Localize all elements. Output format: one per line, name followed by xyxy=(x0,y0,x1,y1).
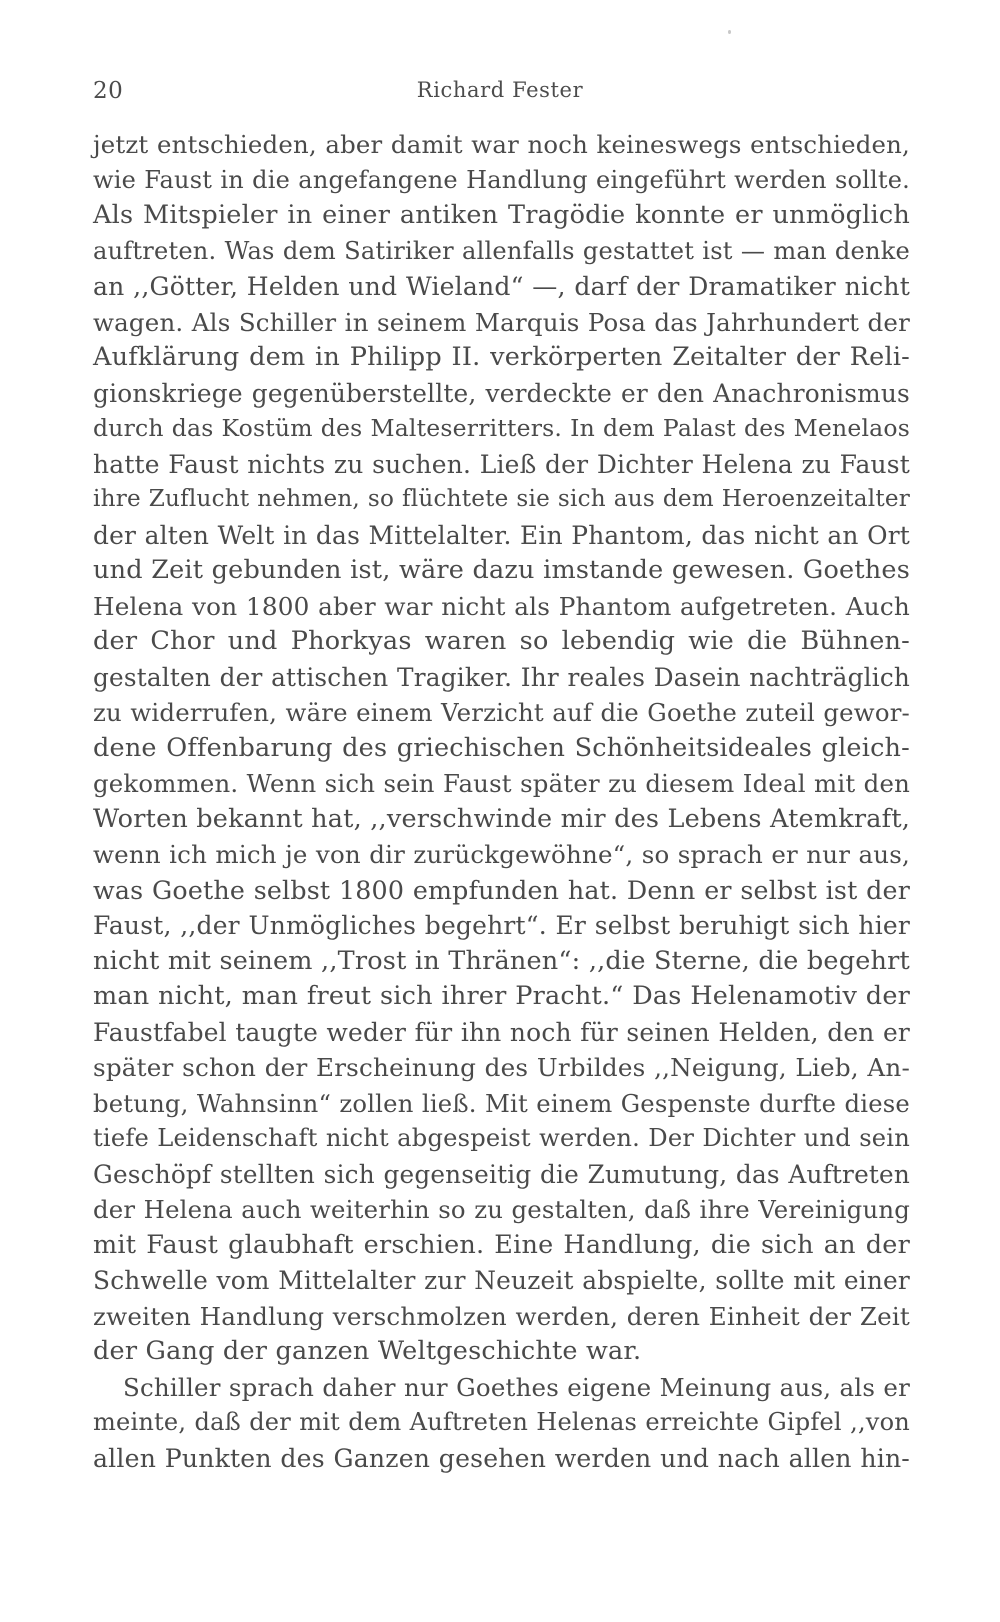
text-line: Aufklärung dem in Philipp II. verkörperten Zeitalter der Reli- xyxy=(93,342,910,372)
text-line: nicht mit seinem ,,Trost in Thränen“: ,,die Sterne, die begehrt xyxy=(93,945,910,976)
text-line: was Goethe selbst 1800 empfunden hat. Denn er selbst ist der xyxy=(93,875,910,905)
paragraph-1 xyxy=(93,127,910,1370)
text-line: dene Offenbarung des griechischen Schönheitsideales gleich- xyxy=(93,732,910,763)
text-line: der Chor und Phorkyas waren so lebendig wie die Bühnen- xyxy=(93,626,910,656)
text-line: Als Mitspieler in einer antiken Tragödie konnte er unmöglich xyxy=(93,200,910,230)
text-line: der Helena auch weiterhin so zu gestalten, daß ihre Vereinigung xyxy=(93,1195,910,1224)
text-line: Faust, ,,der Unmögliches begehrt“. Er selbst beruhigt sich hier xyxy=(93,911,910,940)
text-line: mit Faust glaubhaft erschien. Eine Handlung, die sich an der xyxy=(93,1229,910,1260)
text-line: und Zeit gebunden ist, wäre dazu imstande gewesen. Goethes xyxy=(93,555,910,585)
text-line: Schiller sprach daher nur Goethes eigene Meinung aus, als er xyxy=(123,1372,910,1402)
text-line: wenn ich mich je von dir zurückgewöhne“, so sprach er nur aus, xyxy=(93,840,910,869)
text-line: jetzt entschieden, aber damit war noch keineswegs entschieden, xyxy=(93,130,910,159)
page-number: 20 xyxy=(93,78,124,104)
text-line: wagen. Als Schiller in seinem Marquis Posa das Jahrhundert der xyxy=(93,307,910,337)
text-line: der alten Welt in das Mittelalter. Ein Phantom, das nicht an Ort xyxy=(93,520,910,550)
text-line: Schwelle vom Mittelalter zur Neuzeit abspielte, sollte mit einer xyxy=(93,1266,910,1295)
text-line: allen Punkten des Ganzen gesehen werden und nach allen hin- xyxy=(93,1443,910,1473)
body-text xyxy=(93,127,910,1476)
text-line: zweiten Handlung verschmolzen werden, deren Einheit der Zeit xyxy=(93,1301,910,1331)
text-line: später schon der Erscheinung des Urbildes ,,Neigung, Lieb, An- xyxy=(93,1053,910,1082)
text-line: an ,,Götter, Helden und Wieland“ —, darf der Dramatiker nicht xyxy=(93,272,910,301)
text-line: hatte Faust nichts zu suchen. Ließ der Dichter Helena zu Faust xyxy=(93,449,910,479)
print-speck xyxy=(728,30,731,34)
text-line: gestalten der attischen Tragiker. Ihr reales Dasein nachträglich xyxy=(93,662,910,692)
text-line: gekommen. Wenn sich sein Faust später zu diesem Ideal mit den xyxy=(93,769,910,798)
text-line: ihre Zuflucht nehmen, so flüchtete sie sich aus dem Heroenzeitalter xyxy=(93,486,910,512)
text-line: zu widerrufen, wäre einem Verzicht auf die Goethe zuteil gewor- xyxy=(93,698,910,727)
text-line: betung, Wahnsinn“ zollen ließ. Mit einem Gespenste durfte diese xyxy=(93,1088,910,1118)
text-line: gionskriege gegenüberstellte, verdeckte er den Anachronismus xyxy=(93,378,910,408)
text-line: der Gang der ganzen Weltgeschichte war. xyxy=(93,1336,642,1366)
paragraph-2 xyxy=(93,1370,910,1477)
text-line: Worten bekannt hat, ,,verschwinde mir des Lebens Atemkraft, xyxy=(93,803,911,834)
running-head: Richard Fester xyxy=(416,78,584,102)
text-line: meinte, daß der mit dem Auftreten Helenas erreichte Gipfel ,,von xyxy=(93,1408,910,1436)
text-line: auftreten. Was dem Satiriker allenfalls gestattet ist — man denke xyxy=(93,236,910,265)
text-line: man nicht, man freut sich ihrer Pracht.“ Das Helenamotiv der xyxy=(93,981,910,1011)
text-line: wie Faust in die angefangene Handlung eingeführt werden sollte. xyxy=(93,165,910,194)
text-line: Faustfabel taugte weder für ihn noch für seinen Helden, den er xyxy=(93,1017,910,1047)
text-line: Geschöpf stellten sich gegenseitig die Zumutung, das Auftreten xyxy=(93,1159,910,1189)
text-line: Helena von 1800 aber war nicht als Phantom aufgetreten. Auch xyxy=(93,591,910,621)
text-line: durch das Kostüm des Malteserritters. In dem Palast des Menelaos xyxy=(93,414,910,442)
text-line: tiefe Leidenschaft nicht abgespeist werden. Der Dichter und sein xyxy=(93,1124,910,1152)
